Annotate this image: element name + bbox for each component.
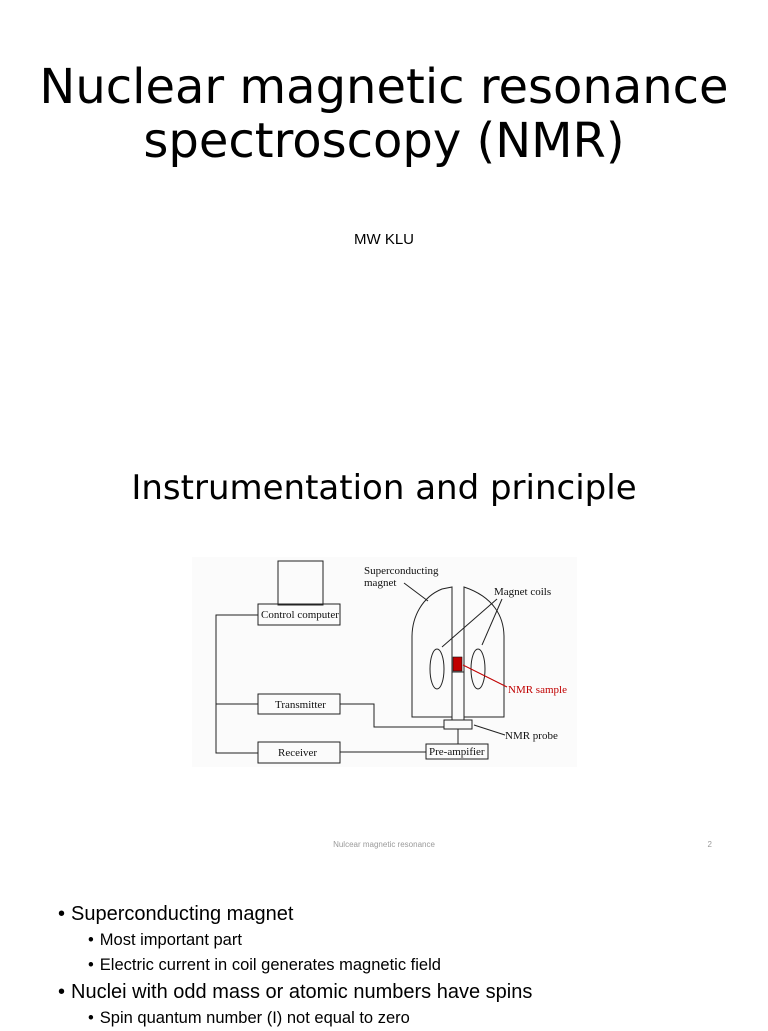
sub-bullet-text: Spin quantum number (I) not equal to zero: [99, 1009, 410, 1027]
label-transmitter: Transmitter: [275, 699, 326, 711]
slide-subtitle: MW KLU: [354, 231, 414, 248]
slide-page-number: 2: [707, 840, 712, 849]
coil-left: [430, 649, 444, 689]
label-nmr-sample: NMR sample: [508, 684, 567, 696]
computer-monitor-box: [278, 561, 323, 605]
nmr-instrument-diagram: [192, 557, 577, 767]
nmr-diagram-svg: [192, 557, 577, 767]
slide-footer: Nulcear magnetic resonance: [333, 840, 435, 849]
nmr-sample-tube: [453, 657, 462, 671]
sub-bullet-item: [88, 953, 748, 978]
bullet-item: [58, 900, 748, 928]
label-control-computer: Control computer: [261, 609, 339, 621]
sub-bullet-item: [88, 1006, 748, 1031]
arrow-coil-right: [482, 599, 502, 645]
magnet-left-half: [412, 587, 452, 717]
probe-stem: [452, 672, 464, 720]
bullet-list: [58, 900, 748, 1031]
bullet-text: Superconducting magnet: [71, 903, 294, 925]
arrow-magnet: [404, 583, 428, 601]
bus-line: [216, 615, 258, 753]
label-superconducting-1: Superconducting: [364, 565, 439, 577]
sub-bullet-item: [88, 928, 748, 953]
section-heading: Instrumentation and principle: [131, 468, 637, 508]
sub-bullet-text: Most important part: [99, 931, 242, 949]
label-receiver: Receiver: [278, 747, 318, 759]
label-nmr-probe: NMR probe: [505, 730, 558, 742]
label-pre-amplifier: Pre-ampifier: [429, 746, 485, 758]
coil-right: [471, 649, 485, 689]
bullet-text: Nuclei with odd mass or atomic numbers have spins: [71, 981, 533, 1003]
slide-title: Nuclear magnetic resonance spectroscopy (NMR): [39, 59, 729, 169]
magnet-right-half: [464, 587, 504, 717]
arrow-probe: [474, 725, 505, 735]
transmitter-probe-line: [340, 704, 444, 727]
sub-bullet-text: Electric current in coil generates magnetic field: [99, 956, 441, 974]
label-superconducting-2: magnet: [364, 577, 397, 589]
arrow-coil-left: [442, 599, 497, 647]
label-magnet-coils: Magnet coils: [494, 586, 552, 598]
bullet-item: [58, 978, 748, 1006]
probe-base: [444, 720, 472, 729]
